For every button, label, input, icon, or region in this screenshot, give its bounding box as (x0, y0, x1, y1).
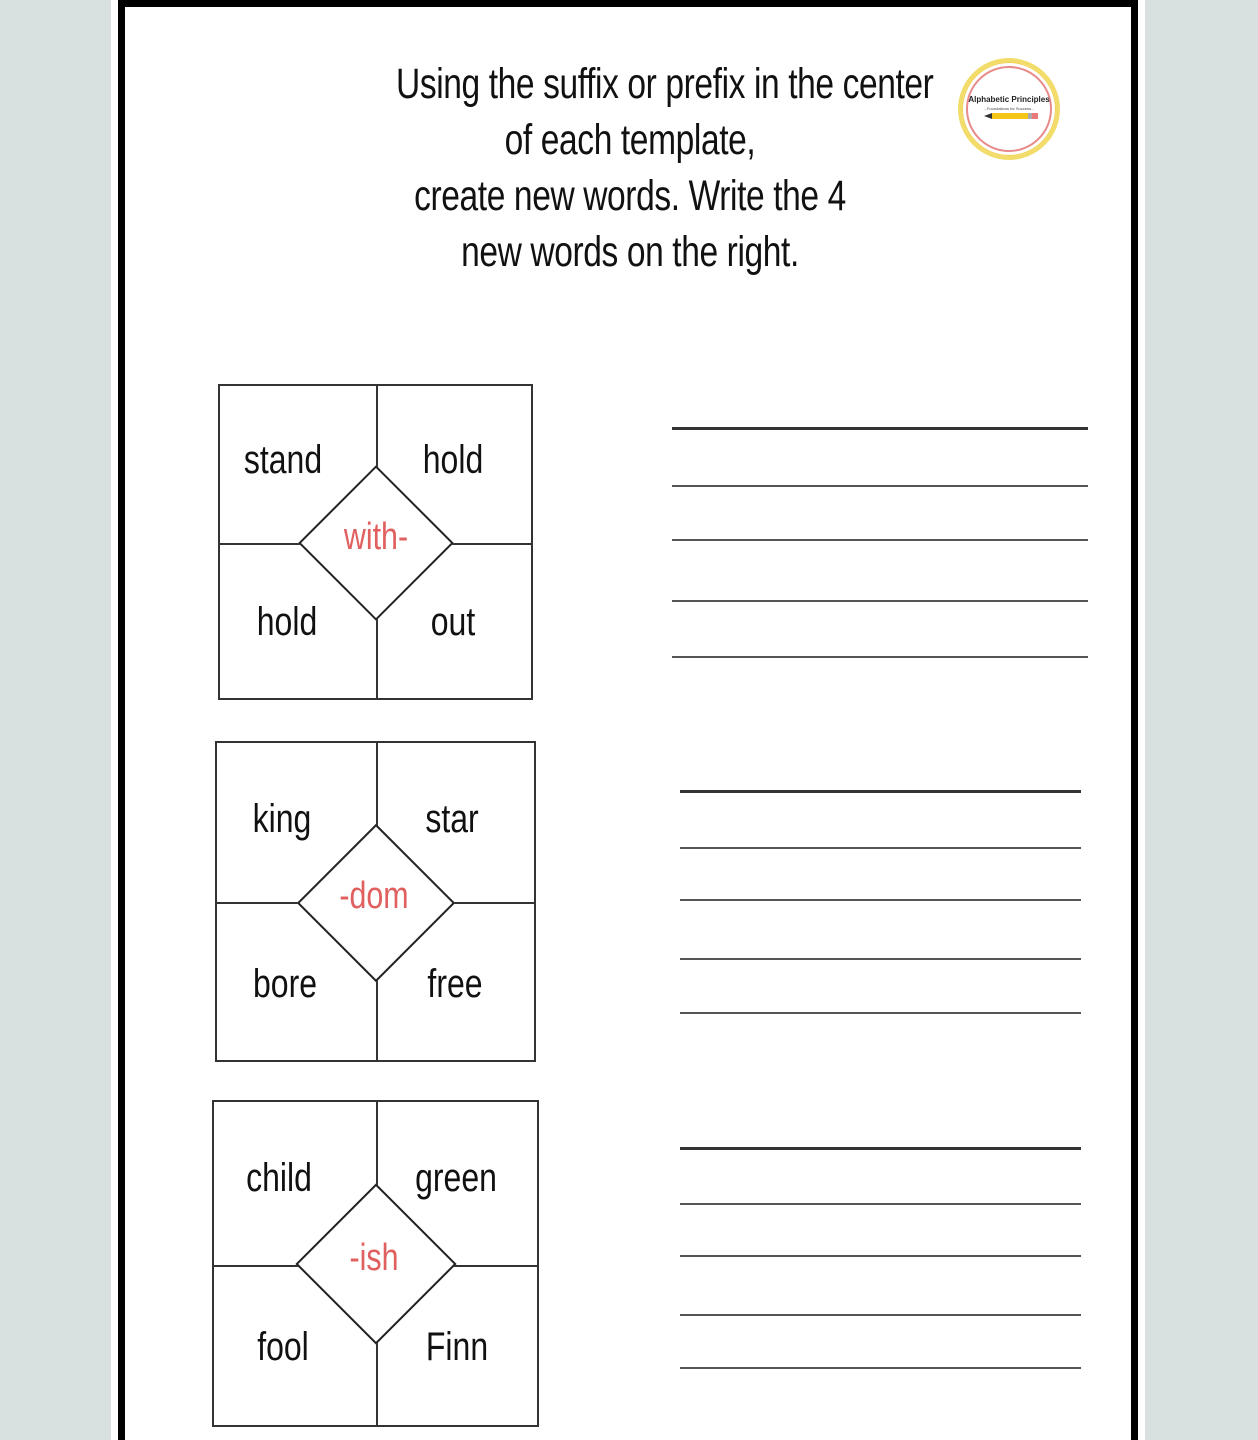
center-affix: -dom (339, 875, 409, 917)
answer-line[interactable] (672, 539, 1088, 541)
word-bottom-left: hold (256, 600, 318, 644)
answer-line[interactable] (680, 958, 1081, 960)
word-top-left: king (252, 797, 312, 841)
word-top-left: stand (243, 438, 323, 482)
center-affix: -ish (349, 1237, 399, 1279)
logo-title: Alphabetic Principles (968, 95, 1050, 104)
logo (958, 58, 1060, 160)
answer-line[interactable] (680, 899, 1081, 901)
instructions-line-3: create new words. Write the 4 (414, 172, 846, 220)
pencil-icon (984, 112, 1038, 120)
instructions-line-2: of each template, (504, 116, 756, 164)
word-top-right: green (415, 1156, 497, 1200)
word-bottom-left: fool (257, 1325, 309, 1369)
word-bottom-right: out (430, 600, 476, 644)
instructions (396, 56, 934, 280)
answer-line[interactable] (680, 847, 1081, 849)
word-bottom-left: bore (252, 962, 318, 1006)
center-affix: with- (343, 516, 409, 558)
answer-line[interactable] (680, 1367, 1081, 1369)
logo-subtitle: ...Foundations for Success... (983, 106, 1035, 111)
answer-line[interactable] (672, 600, 1088, 602)
answer-line[interactable] (680, 1147, 1081, 1150)
answer-line[interactable] (672, 427, 1088, 430)
word-top-left: child (246, 1156, 312, 1200)
word-bottom-right: Finn (425, 1325, 489, 1369)
answer-line[interactable] (680, 1203, 1081, 1205)
answer-line[interactable] (672, 656, 1088, 658)
word-top-right: star (425, 797, 479, 841)
answer-line[interactable] (680, 1255, 1081, 1257)
answer-line[interactable] (680, 790, 1081, 793)
word-bottom-right: free (427, 962, 483, 1006)
answer-line[interactable] (680, 1314, 1081, 1316)
answer-line[interactable] (672, 485, 1088, 487)
word-top-right: hold (422, 438, 484, 482)
instructions-line-1: Using the suffix or prefix in the center (396, 60, 934, 108)
instructions-line-4: new words on the right. (461, 228, 799, 276)
answer-line[interactable] (680, 1012, 1081, 1014)
